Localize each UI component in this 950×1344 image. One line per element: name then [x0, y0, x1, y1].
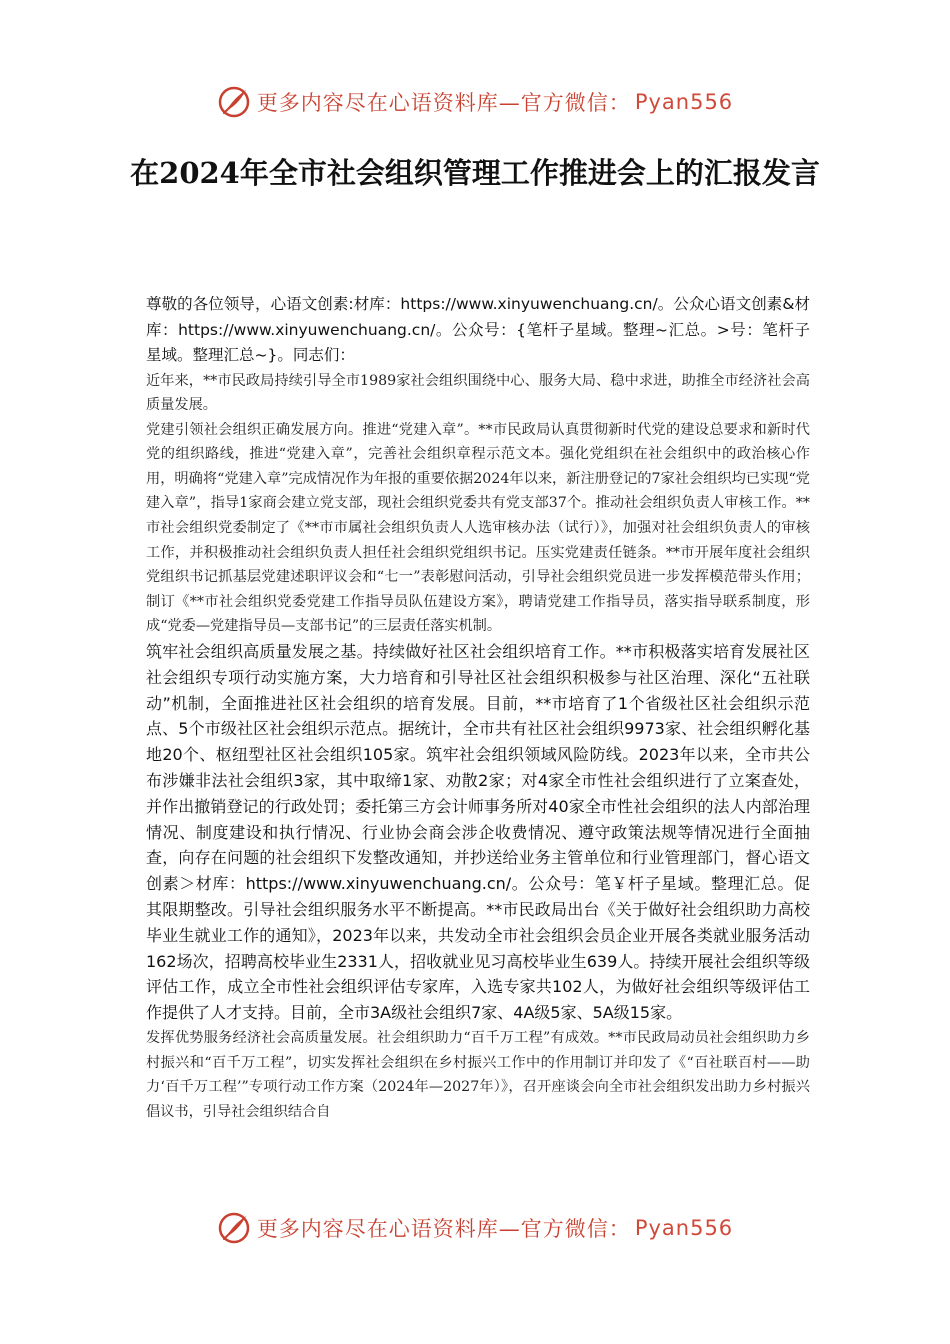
paragraph-salutation: 尊敬的各位领导，心语文创素:材库：https://www.xinyuwenchuang.cn/。公众心语文创素&材库：https://www.xinyuwenchuang.cn/。公众号：{笔杆子星域。整理~汇总。>号：笔杆子星域。整理汇总~}。同志们：: [146, 295, 810, 364]
paragraph-economic-service: 发挥优势服务经济社会高质量发展。社会组织助力“百千万工程”有成效。**市民政局动员社会组织助力乡村振兴和“百千万工程”，切实发挥社会组织在乡村振兴工作中的作用制订并印发了《“百社联百村——助力‘百千万工程’”专项行动工作方案（2024年—2027年）》，召开座谈会向全市社会组织发出助力乡村振兴倡议书，引导社会组织结合自: [146, 1029, 810, 1120]
banner-text: 更多内容尽在心语资料库—官方微信：: [256, 91, 631, 115]
paragraph-intro: 近年来，**市民政局持续引导全市1989家社会组织围绕中心、服务大局、稳中求进，助推全市经济社会高质量发展。: [146, 372, 810, 414]
footer-banner: [0, 1208, 950, 1248]
wechat-id: Pyan556: [634, 1216, 734, 1240]
quill-pen-logo-icon: [217, 85, 251, 119]
document-body: [146, 292, 810, 1124]
quill-pen-logo-icon: [217, 1211, 251, 1245]
paragraph-party-building: 党建引领社会组织正确发展方向。推进“党建入章”。**市民政局认真贯彻新时代党的建设总要求和新时代党的组织路线，推进“党建入章”，完善社会组织章程示范文本。强化党组织在社会组织中的政治核心作用，明确将“党建入章”完成情况作为年报的重要依据2024年以来，新注册登记的7家社会组织均已实现“党建入章”，指导1家商会建立党支部，现社会组织党委共有党支部37个。推动社会组织负责人审核工作。**市社会组织党委制定了《**市市属社会组织负责人人选审核办法（试行）》，加强对社会组织负责人的审核工作，并积极推动社会组织负责人担任社会组织党组织书记。压实党建责任链条。**市开展年度社会组织党组织书记抓基层党建述职评议会和“七一”表彰慰问活动，引导社会组织党员进一步发挥模范带头作用；制订《**市社会组织党委党建工作指导员队伍建设方案》，聘请党建工作指导员，落实指导联系制度，形成“党委—党建指导员—支部书记”的三层责任落实机制。: [146, 421, 810, 635]
wechat-id: Pyan556: [634, 90, 734, 114]
paragraph-high-quality-development: 筑牢社会组织高质量发展之基。持续做好社区社会组织培育工作。**市积极落实培育发展社区社会组织专项行动实施方案，大力培育和引导社区社会组织积极参与社区治理、深化“五社联动”机制，全面推进社区社会组织的培育发展。目前，**市培育了1个省级社区社会组织示范点、5个市级社区社会组织示范点。据统计，全市共有社区社会组织9973家、社会组织孵化基地20个、枢纽型社区社会组织105家。筑牢社会组织领域风险防线。2023年以来，全市共公布涉嫌非法社会组织3家，其中取缔1家、劝散2家；对4家全市性社会组织进行了立案查处，并作出撤销登记的行政处罚；委托第三方会计师事务所对40家全市性社会组织的法人内部治理情况、制度建设和执行情况、行业协会商会涉企收费情况、遵守政策法规等情况进行全面抽查，向存在问题的社会组织下发整改通知，并抄送给业务主管单位和行业管理部门，督心语文创素＞材库：https://www.xinyuwenchuang.cn/。公众号：笔￥杆子星域。整理汇总。促其限期整改。引导社会组织服务水平不断提高。**市民政局出台《关于做好社会组织助力高校毕业生就业工作的通知》，2023年以来，共发动全市社会组织会员企业开展各类就业服务活动162场次，招聘高校毕业生2331人，招收就业见习高校毕业生639人。持续开展社会组织等级评估工作，成立全市性社会组织评估专家库，入选专家共102人，为做好社会组织等级评估工作提供了人才支持。目前，全市3A级社会组织7家、4A级5家、5A级15家。: [146, 642, 810, 1023]
document-title: 在2024年全市社会组织管理工作推进会上的汇报发言: [130, 156, 820, 190]
header-banner: [0, 82, 950, 122]
banner-text: 更多内容尽在心语资料库—官方微信：: [256, 1217, 631, 1241]
